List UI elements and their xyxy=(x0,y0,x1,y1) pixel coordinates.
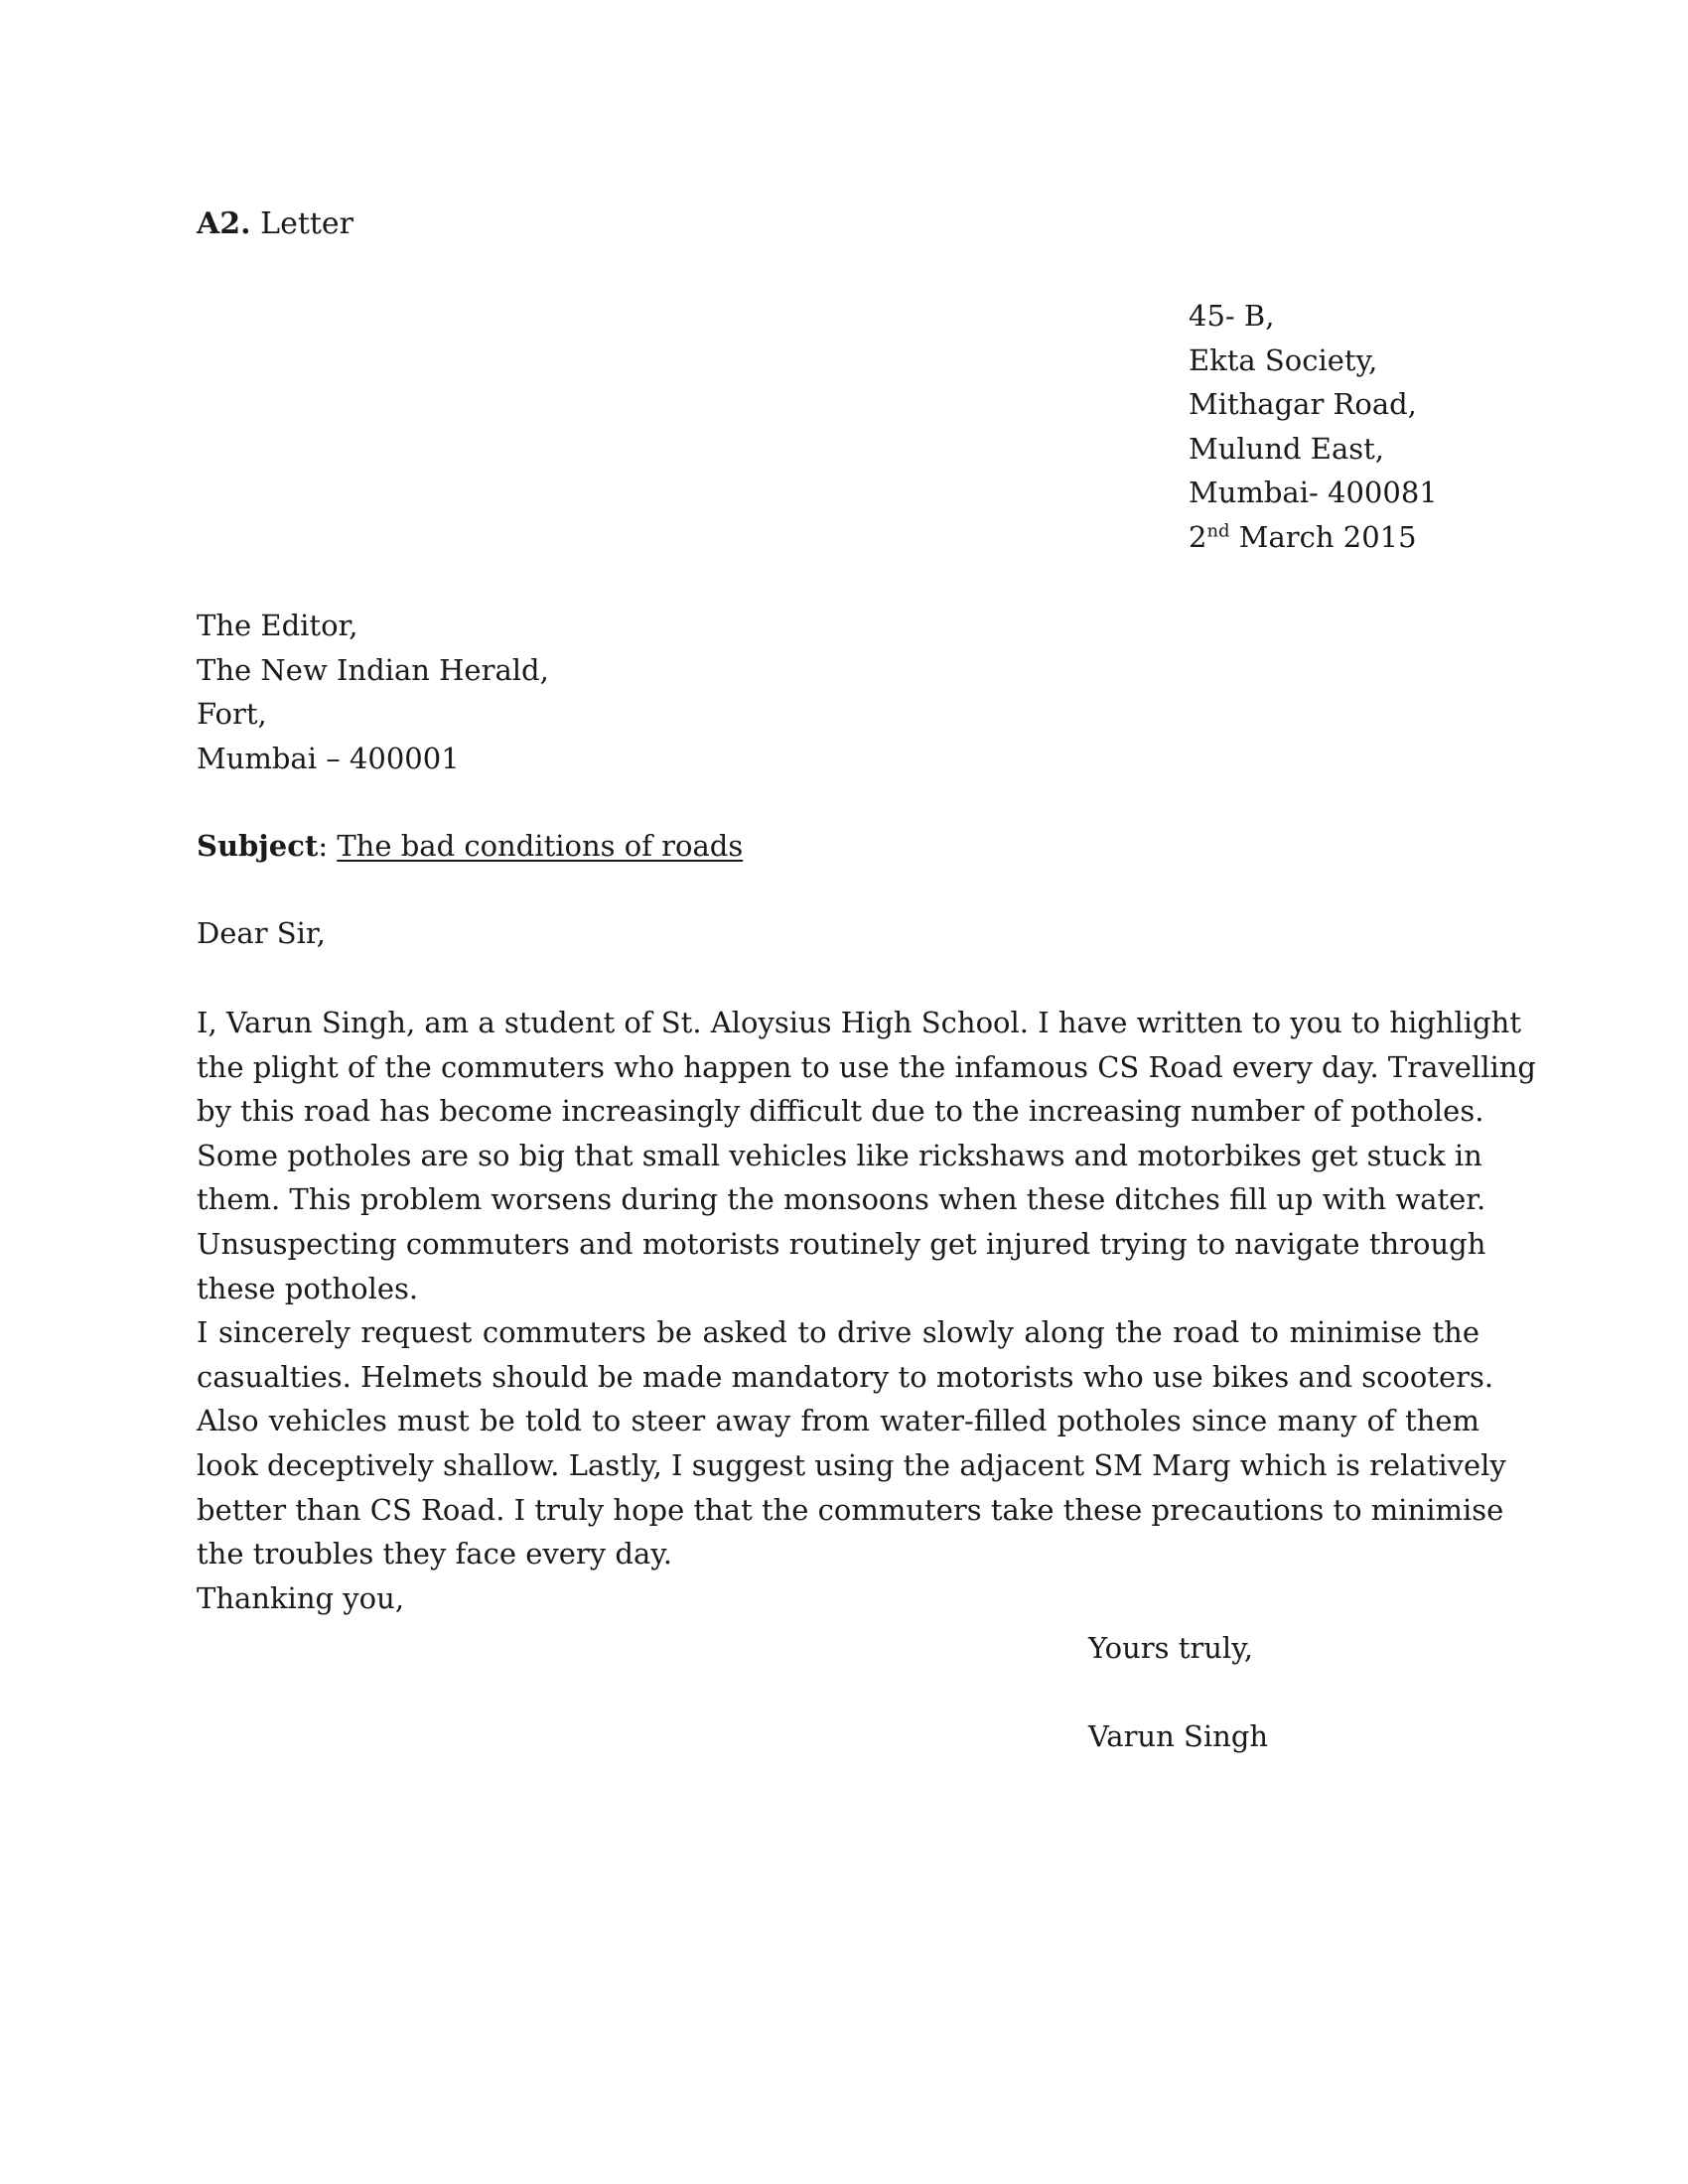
thanking-line: Thanking you, xyxy=(197,1581,405,1615)
body-line: Also vehicles must be told to steer away from water-filled potholes since many of them xyxy=(197,1404,1479,1438)
body-line: the plight of the commuters who happen to use the infamous CS Road every day. Travelling xyxy=(197,1049,1536,1084)
letter-heading xyxy=(197,205,353,244)
sender-line: Mithagar Road, xyxy=(1189,387,1417,421)
letter-date xyxy=(1189,515,1438,560)
heading-number: A2. xyxy=(197,206,251,241)
recipient-address xyxy=(197,604,549,780)
subject-line xyxy=(197,824,743,868)
sender-line: Ekta Society, xyxy=(1189,342,1378,377)
date-day: 2 xyxy=(1189,519,1207,554)
salutation: Dear Sir, xyxy=(197,916,326,950)
subject-label: Subject xyxy=(197,829,319,863)
sender-line: Mulund East, xyxy=(1189,431,1384,466)
body-line: Some potholes are so big that small vehicles like rickshaws and motorbikes get stuck in xyxy=(197,1138,1482,1172)
body-line: look deceptively shallow. Lastly, I suggest using the adjacent SM Marg which is relatively xyxy=(197,1447,1506,1482)
closing-line: Yours truly, xyxy=(1088,1631,1253,1665)
body-line: better than CS Road. I truly hope that the commuters take these precautions to minimise xyxy=(197,1492,1504,1527)
body-line: the troubles they face every day. xyxy=(197,1537,672,1571)
body-line: I, Varun Singh, am a student of St. Aloysius High School. I have written to you to highlight xyxy=(197,1006,1521,1039)
recipient-line: The New Indian Herald, xyxy=(197,652,549,687)
sender-line: 45- B, xyxy=(1189,299,1275,333)
body-line: these potholes. xyxy=(197,1271,419,1305)
subject-text: The bad conditions of roads xyxy=(337,829,744,863)
subject-separator: : xyxy=(318,829,338,863)
recipient-line: The Editor, xyxy=(197,609,358,642)
date-rest: March 2015 xyxy=(1229,519,1417,554)
sender-address xyxy=(1189,294,1438,559)
body-line: Unsuspecting commuters and motorists routinely get injured trying to navigate through xyxy=(197,1226,1486,1261)
sender-line: Mumbai- 400081 xyxy=(1189,476,1438,509)
body-line: casualties. Helmets should be made mandatory to motorists who use bikes and scooters. xyxy=(197,1359,1494,1394)
date-suffix: nd xyxy=(1206,519,1230,541)
body-line: by this road has become increasingly difficult due to the increasing number of potholes. xyxy=(197,1094,1484,1129)
recipient-line: Fort, xyxy=(197,697,267,731)
heading-title: Letter xyxy=(250,206,354,241)
letter-body xyxy=(197,1001,1536,1576)
body-line: them. This problem worsens during the monsoons when these ditches fill up with water. xyxy=(197,1182,1486,1217)
recipient-line: Mumbai – 400001 xyxy=(197,741,460,775)
body-line: I sincerely request commuters be asked to drive slowly along the road to minimise the xyxy=(197,1315,1479,1350)
signature-name: Varun Singh xyxy=(1088,1719,1269,1753)
